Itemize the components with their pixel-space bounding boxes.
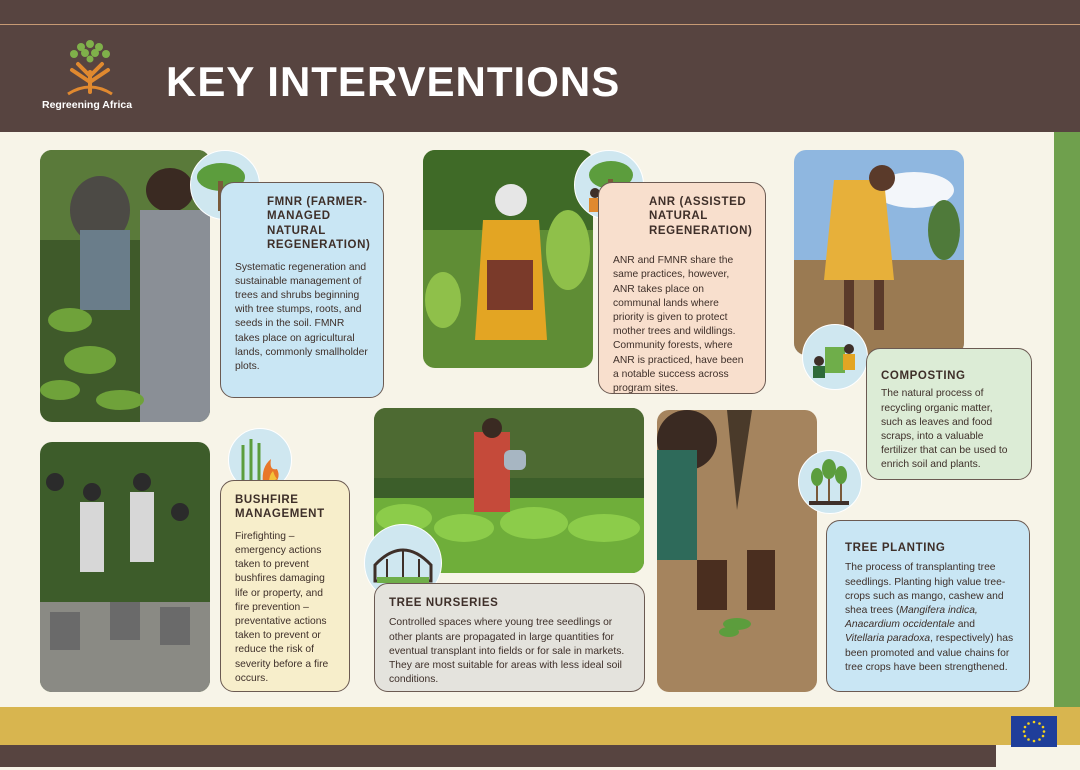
footer-dark-band <box>0 745 996 767</box>
bushfire-title: BUSHFIRE MANAGEMENT <box>235 494 325 521</box>
planting-photo <box>657 410 817 692</box>
planting-description <box>845 561 1015 675</box>
composting-photo <box>794 150 964 355</box>
nurseries-title: TREE NURSERIES <box>389 597 499 609</box>
anr-description: ANR and FMNR share the same practices, however, ANR takes place on communal lands where priority is given to protect mother trees and wildlings. Community forests, where ANR is practiced, have been a notable success across program sites. <box>613 255 744 394</box>
bushfire-photo <box>40 442 210 692</box>
logo-wordmark: Regreening Africa <box>42 99 133 111</box>
planting-text-c: , respectively) has been promoted and value chains for tree crops have been strengthened. <box>845 633 1014 673</box>
planting-text-b: and <box>954 619 975 631</box>
composting-description: The natural process of recycling organic matter, such as leaves and food scraps, into a valuable fertilizer that can be used to enrich soil and plants. <box>881 388 1008 471</box>
bushfire-card <box>220 480 350 692</box>
regreening-africa-logo-icon <box>62 36 118 96</box>
anr-card <box>598 182 766 394</box>
eu-flag-icon <box>1011 716 1057 747</box>
planting-title: TREE PLANTING <box>845 542 946 554</box>
page-title: KEY INTERVENTIONS <box>166 58 621 105</box>
fmnr-card <box>220 182 384 398</box>
composting-title: COMPOSTING <box>881 370 966 382</box>
nurseries-card <box>374 583 645 692</box>
fmnr-photo <box>40 150 210 422</box>
tree-planting-icon <box>798 450 862 514</box>
footer-gold-band <box>0 707 1080 745</box>
planting-card <box>826 520 1030 692</box>
nurseries-description: Controlled spaces where young tree seedlings or other plants are propagated in large quantities for eventual transplant into fields or for sale in markets. They are most suitable for areas with less ideal soil conditions. <box>389 617 625 686</box>
fmnr-title: FMNR (FARMER-MANAGED NATURAL REGENERATION) <box>267 196 371 252</box>
side-accent-band <box>1054 132 1080 707</box>
anr-photo <box>423 150 593 368</box>
planting-species-1: Mangifera indica, Anacardium occidentale <box>845 604 978 631</box>
composting-icon <box>802 324 868 390</box>
fmnr-description: Systematic regeneration and sustainable management of trees and shrubs beginning with tree stumps, roots, and seeds in the soil. FMNR takes place on agricultural lands, commonly smallholder plots. <box>235 261 368 372</box>
header-rule <box>0 24 1080 25</box>
planting-species-2: Vitellaria paradoxa <box>845 633 931 645</box>
composting-card <box>866 348 1032 480</box>
bushfire-description: Firefighting – emergency actions taken to prevent bushfires damaging life or property, and fire prevention – preventative actions taken to prevent or reduce the risk of severity before a fire occurs. <box>235 530 329 684</box>
planting-text-a: The process of transplanting tree seedlings. Planting high value tree-crops such as mango, cashew and shea trees ( <box>845 562 1006 616</box>
anr-title: ANR (ASSISTED NATURAL REGENERATION) <box>649 196 753 237</box>
